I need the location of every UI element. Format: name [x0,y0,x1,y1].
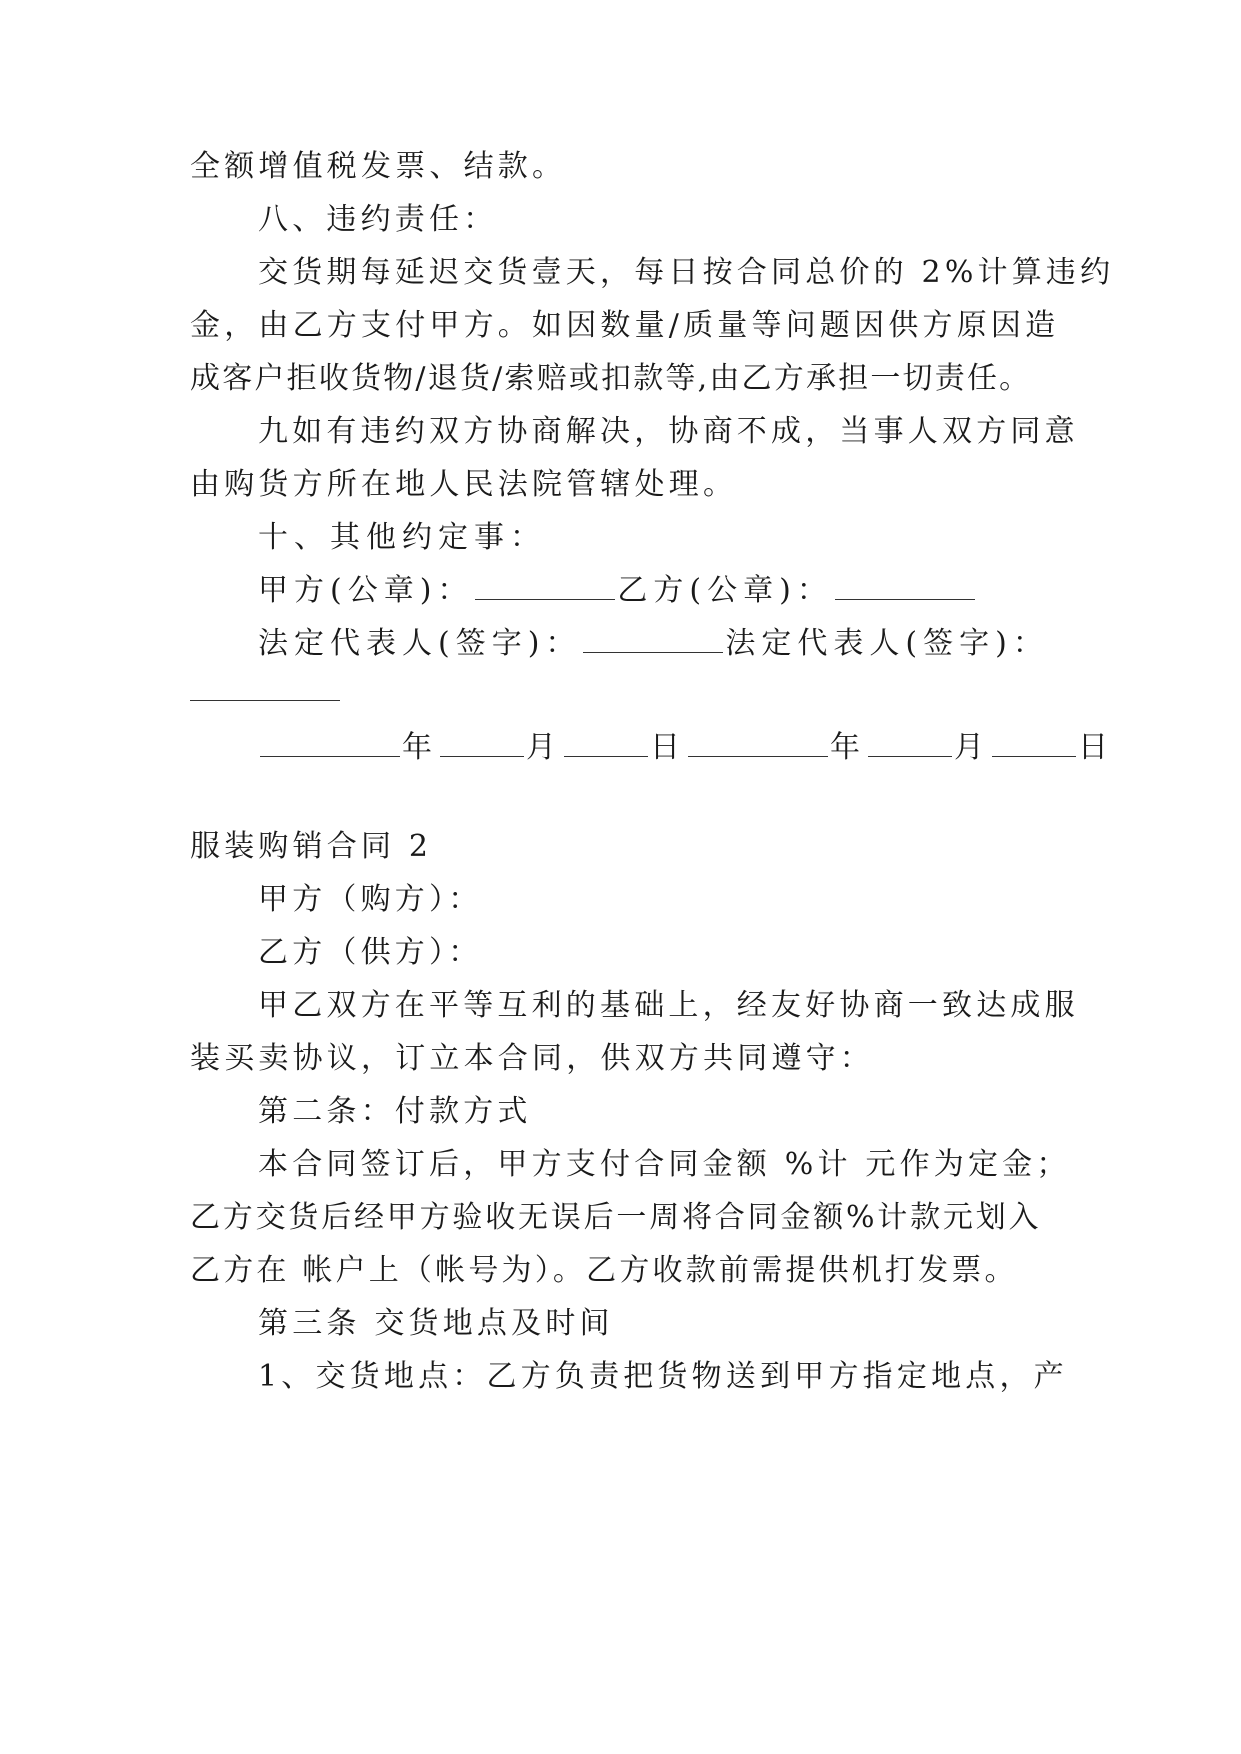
party-a-seal-label: 甲方(公章)： [258,573,474,608]
paragraph-line: 由购货方所在地人民法院管辖处理。 [190,467,738,502]
year-label-a: 年 [402,730,438,765]
date-line [258,728,1114,768]
year-label-b: 年 [830,730,866,765]
paragraph-line: 装买卖协议，订立本合同，供双方共同遵守： [190,1041,874,1076]
party-a-rep-blank [583,651,723,653]
party-b-seal-label: 乙方(公章)： [617,573,833,608]
paragraph-line: 成客户拒收货物/退货/索赔或扣款等,由乙方承担一切责任。 [190,361,1032,396]
paragraph-line: 乙方交货后经甲方验收无误后一周将合同金额%计款元划入 [190,1200,1042,1235]
supplier-line: 乙方（供方）： [258,935,483,970]
day-label-b: 日 [1078,730,1114,765]
article-2-heading: 第二条：付款方式 [258,1094,532,1129]
paragraph-line: 甲乙双方在平等互利的基础上，经友好协商一致达成服 [258,988,1079,1023]
section-heading-10: 十、其他约定事： [258,520,546,555]
paragraph-line: 全额增值税发票、结款。 [190,149,567,184]
party-b-rep-label: 法定代表人(签字)： [725,626,1049,661]
paragraph-line: 1、交货地点：乙方负责把货物送到甲方指定地点，产 [258,1359,1068,1394]
party-b-seal-blank [835,598,975,600]
signature-line [258,624,1049,664]
day-label-a: 日 [650,730,686,765]
day-blank-b [992,755,1076,757]
paragraph-line: 乙方在 帐户上（帐号为）。乙方收款前需提供机打发票。 [190,1253,1018,1288]
month-blank-a [440,755,524,757]
paragraph-line: 金，由乙方支付甲方。如因数量/质量等问题因供方原因造 [190,308,1060,343]
day-blank-a [564,755,648,757]
paragraph-line: 九如有违约双方协商解决，协商不成，当事人双方同意 [258,414,1079,449]
article-3-heading: 第三条 交货地点及时间 [258,1306,614,1341]
section-heading-8: 八、违约责任： [258,202,498,237]
contract-title: 服装购销合同 2 [190,829,433,864]
paragraph-line: 本合同签订后，甲方支付合同金额 %计 元作为定金； [258,1147,1071,1182]
buyer-line: 甲方（购方）： [258,882,483,917]
month-blank-b [868,755,952,757]
party-a-seal-blank [475,598,615,600]
party-a-rep-label: 法定代表人(签字)： [258,626,582,661]
month-label-a: 月 [526,730,562,765]
month-label-b: 月 [954,730,990,765]
year-blank-a [260,755,400,757]
party-b-rep-blank [190,699,340,701]
seal-line [258,571,977,611]
paragraph-line: 交货期每延迟交货壹天，每日按合同总价的 2%计算违约 [258,255,1115,290]
signature-continuation [190,672,342,712]
year-blank-b [688,755,828,757]
